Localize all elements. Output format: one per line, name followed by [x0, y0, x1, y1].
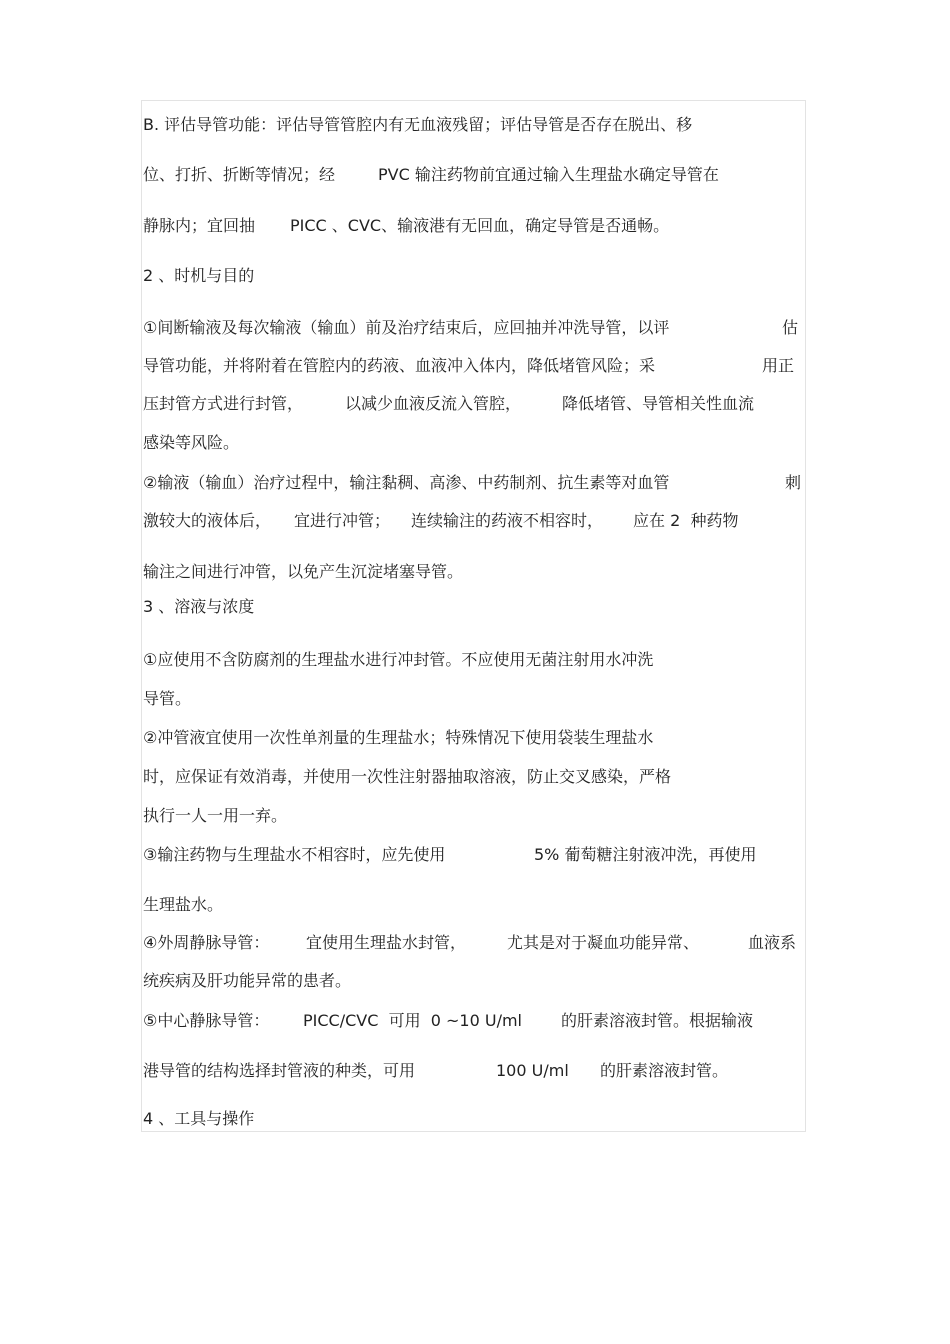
text-segment: 宜进行冲管； [294, 511, 391, 530]
text-segment: 导管功能，并将附着在管腔内的药液、血液冲入体内，降低堵管风险；采 [143, 356, 656, 375]
text-segment: ②冲管液宜使用一次性单剂量的生理盐水；特殊情况下使用袋装生理盐水 [143, 728, 654, 747]
text-segment: B. 评估导管功能：评估导管管腔内有无血液残留；评估导管是否存在脱出、移 [143, 115, 693, 134]
text-segment: 用正 [762, 356, 795, 375]
text-segment: 压封管方式进行封管， [143, 394, 304, 413]
text-segment: 静脉内；宜回抽 [143, 216, 256, 235]
text-segment: 时，应保证有效消毒，并使用一次性注射器抽取溶液，防止交叉感染，严格 [143, 767, 672, 786]
text-segment: 导管。 [143, 689, 192, 708]
text-segment: 血液系 [748, 933, 797, 952]
text-segment: 宜使用生理盐水封管， [306, 933, 467, 952]
text-segment: 估 [782, 318, 799, 337]
text-segment: 100 U/ml [496, 1061, 569, 1080]
text-segment: PVC 输注药物前宜通过输入生理盐水确定导管在 [378, 165, 719, 184]
text-segment: 位、打折、折断等情况；经 [143, 165, 336, 184]
text-segment: 刺 [785, 473, 802, 492]
text-segment: 港导管的结构选择封管液的种类，可用 [143, 1061, 416, 1080]
text-segment: 尤其是对于凝血功能异常、 [507, 933, 700, 952]
text-segment: PICC/CVC 可用 0 ~10 U/ml [303, 1011, 522, 1030]
text-segment: 的肝素溶液封管。根据输液 [561, 1011, 754, 1030]
text-segment: 激较大的液体后， [143, 511, 272, 530]
text-segment: 感染等风险。 [143, 433, 240, 452]
text-segment: 连续输注的药液不相容时， [411, 511, 604, 530]
text-segment: ④外周静脉导管： [143, 933, 270, 952]
text-segment: ②输液（输血）治疗过程中，输注黏稠、高渗、中药制剂、抗生素等对血管 [143, 473, 670, 492]
text-segment: 的肝素溶液封管。 [600, 1061, 729, 1080]
text-segment: 以减少血液反流入管腔， [345, 394, 522, 413]
text-segment: 统疾病及肝功能异常的患者。 [143, 971, 352, 990]
text-segment: ①间断输液及每次输液（输血）前及治疗结束后，应回抽并冲洗导管，以评 [143, 318, 670, 337]
text-segment: 执行一人一用一弃。 [143, 806, 288, 825]
text-segment: 输注之间进行冲管，以免产生沉淀堵塞导管。 [143, 562, 464, 581]
text-segment: 降低堵管、导管相关性血流 [562, 394, 755, 413]
text-segment: 4 、工具与操作 [143, 1109, 255, 1128]
text-segment: 生理盐水。 [143, 895, 224, 914]
text-segment: ⑤中心静脉导管： [143, 1011, 270, 1030]
text-segment: 应在 2 种药物 [633, 511, 739, 530]
text-segment: ③输注药物与生理盐水不相容时，应先使用 [143, 845, 446, 864]
text-segment: 5% 葡萄糖注射液冲洗，再使用 [534, 845, 757, 864]
text-segment: PICC 、CVC、输液港有无回血，确定导管是否通畅。 [290, 216, 670, 235]
text-segment: 2 、时机与目的 [143, 266, 255, 285]
text-segment: 3 、溶液与浓度 [143, 597, 255, 616]
text-segment: ①应使用不含防腐剂的生理盐水进行冲封管。不应使用无菌注射用水冲洗 [143, 650, 654, 669]
